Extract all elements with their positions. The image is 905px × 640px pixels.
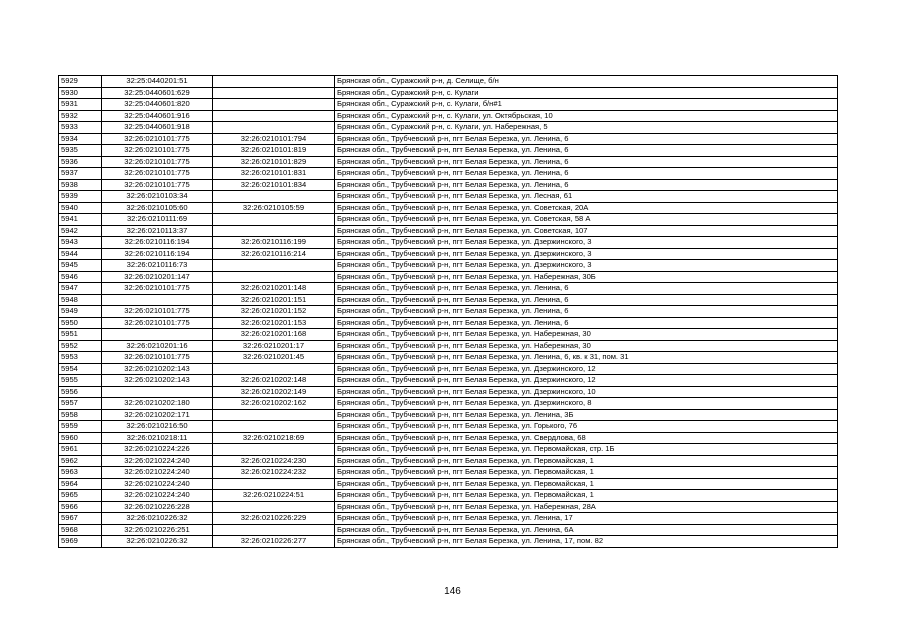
cadastral-number-cell: 32:26:0210224:240 — [102, 490, 213, 502]
sub-object-number-cell: 32:26:0210226:277 — [213, 536, 335, 548]
cadastral-number-cell: 32:26:0210218:11 — [102, 432, 213, 444]
sub-object-number-cell: 32:26:0210116:214 — [213, 248, 335, 260]
row-number-cell: 5947 — [59, 283, 102, 295]
row-number-cell: 5969 — [59, 536, 102, 548]
row-number-cell: 5958 — [59, 409, 102, 421]
sub-object-number-cell: 32:26:0210201:168 — [213, 329, 335, 341]
row-number-cell: 5942 — [59, 225, 102, 237]
row-number-cell: 5960 — [59, 432, 102, 444]
cadastral-number-cell: 32:26:0210202:143 — [102, 375, 213, 387]
table-row — [59, 432, 838, 444]
row-number-cell: 5951 — [59, 329, 102, 341]
cadastral-number-cell: 32:26:0210226:251 — [102, 524, 213, 536]
page-number: 146 — [444, 586, 461, 597]
sub-object-number-cell: 32:26:0210101:831 — [213, 168, 335, 180]
cadastral-number-cell: 32:26:0210201:147 — [102, 271, 213, 283]
row-number-cell: 5968 — [59, 524, 102, 536]
cadastral-number-cell: 32:26:0210101:775 — [102, 317, 213, 329]
table-row — [59, 455, 838, 467]
table-row — [59, 409, 838, 421]
row-number-cell: 5944 — [59, 248, 102, 260]
row-number-cell: 5946 — [59, 271, 102, 283]
address-cell: Брянская обл., Трубчевский р-н, пгт Белая Березка, ул. Набережная, 28А — [335, 501, 838, 513]
sub-object-number-cell: 32:26:0210202:162 — [213, 398, 335, 410]
sub-object-number-cell — [213, 421, 335, 433]
sub-object-number-cell: 32:26:0210201:152 — [213, 306, 335, 318]
address-cell: Брянская обл., Суражский р-н, с. Кулаги, б/н#1 — [335, 99, 838, 111]
cadastral-number-cell: 32:26:0210216:50 — [102, 421, 213, 433]
address-cell: Брянская обл., Трубчевский р-н, пгт Белая Березка, ул. Первомайская, стр. 1Б — [335, 444, 838, 456]
table-row — [59, 214, 838, 226]
cadastral-number-cell: 32:26:0210116:194 — [102, 248, 213, 260]
row-number-cell: 5938 — [59, 179, 102, 191]
cadastral-number-cell: 32:25:0440601:629 — [102, 87, 213, 99]
cadastral-number-cell: 32:26:0210111:69 — [102, 214, 213, 226]
address-cell: Брянская обл., Трубчевский р-н, пгт Белая Березка, ул. Набережная, 30 — [335, 340, 838, 352]
cadastral-number-cell: 32:26:0210116:73 — [102, 260, 213, 272]
address-cell: Брянская обл., Суражский р-н, с. Кулаги, ул. Октябрьская, 10 — [335, 110, 838, 122]
address-cell: Брянская обл., Трубчевский р-н, пгт Белая Березка, ул. Ленина, 3Б — [335, 409, 838, 421]
row-number-cell: 5930 — [59, 87, 102, 99]
sub-object-number-cell: 32:26:0210116:199 — [213, 237, 335, 249]
table-row — [59, 168, 838, 180]
row-number-cell: 5956 — [59, 386, 102, 398]
row-number-cell: 5929 — [59, 76, 102, 88]
table-row — [59, 145, 838, 157]
row-number-cell: 5963 — [59, 467, 102, 479]
address-cell: Брянская обл., Трубчевский р-н, пгт Белая Березка, ул. Ленина, 6 — [335, 294, 838, 306]
address-cell: Брянская обл., Трубчевский р-н, пгт Белая Березка, ул. Лесная, 61 — [335, 191, 838, 203]
cadastral-number-cell: 32:26:0210202:180 — [102, 398, 213, 410]
address-cell: Брянская обл., Трубчевский р-н, пгт Белая Березка, ул. Ленина, 6 — [335, 168, 838, 180]
sub-object-number-cell: 32:26:0210202:148 — [213, 375, 335, 387]
cadastral-number-cell: 32:26:0210101:775 — [102, 156, 213, 168]
address-cell: Брянская обл., Трубчевский р-н, пгт Белая Березка, ул. Ленина, 17, пом. 82 — [335, 536, 838, 548]
address-cell: Брянская обл., Трубчевский р-н, пгт Белая Березка, ул. Ленина, 6, кв. к 31, пом. 31 — [335, 352, 838, 364]
row-number-cell: 5948 — [59, 294, 102, 306]
table-row — [59, 122, 838, 134]
row-number-cell: 5966 — [59, 501, 102, 513]
table-row — [59, 294, 838, 306]
table-row — [59, 225, 838, 237]
table-row — [59, 352, 838, 364]
sub-object-number-cell: 32:26:0210105:59 — [213, 202, 335, 214]
cadastral-number-cell: 32:26:0210101:775 — [102, 179, 213, 191]
address-cell: Брянская обл., Трубчевский р-н, пгт Белая Березка, ул. Ленина, 17 — [335, 513, 838, 525]
row-number-cell: 5932 — [59, 110, 102, 122]
row-number-cell: 5964 — [59, 478, 102, 490]
sub-object-number-cell — [213, 110, 335, 122]
cadastral-number-cell: 32:26:0210101:775 — [102, 133, 213, 145]
sub-object-number-cell — [213, 122, 335, 134]
address-cell: Брянская обл., Трубчевский р-н, пгт Белая Березка, ул. Ленина, 6 — [335, 317, 838, 329]
row-number-cell: 5950 — [59, 317, 102, 329]
table-body — [59, 76, 838, 548]
table-row — [59, 110, 838, 122]
address-cell: Брянская обл., Трубчевский р-н, пгт Белая Березка, ул. Советская, 20А — [335, 202, 838, 214]
cadastral-number-cell: 32:26:0210101:775 — [102, 283, 213, 295]
table-row — [59, 386, 838, 398]
address-cell: Брянская обл., Трубчевский р-н, пгт Белая Березка, ул. Первомайская, 1 — [335, 490, 838, 502]
row-number-cell: 5959 — [59, 421, 102, 433]
table-row — [59, 478, 838, 490]
row-number-cell: 5954 — [59, 363, 102, 375]
row-number-cell: 5941 — [59, 214, 102, 226]
cadastral-number-cell: 32:26:0210224:240 — [102, 455, 213, 467]
row-number-cell: 5945 — [59, 260, 102, 272]
sub-object-number-cell: 32:26:0210101:834 — [213, 179, 335, 191]
cadastral-number-cell: 32:26:0210101:775 — [102, 168, 213, 180]
cadastral-number-cell: 32:26:0210101:775 — [102, 306, 213, 318]
table-row — [59, 156, 838, 168]
row-number-cell: 5935 — [59, 145, 102, 157]
table-row — [59, 375, 838, 387]
address-cell: Брянская обл., Трубчевский р-н, пгт Белая Березка, ул. Дзержинского, 3 — [335, 260, 838, 272]
address-cell: Брянская обл., Трубчевский р-н, пгт Белая Березка, ул. Дзержинского, 12 — [335, 375, 838, 387]
cadastral-number-cell: 32:26:0210105:60 — [102, 202, 213, 214]
sub-object-number-cell — [213, 524, 335, 536]
row-number-cell: 5961 — [59, 444, 102, 456]
property-registry-table — [58, 75, 838, 548]
address-cell: Брянская обл., Трубчевский р-н, пгт Белая Березка, ул. Первомайская, 1 — [335, 467, 838, 479]
cadastral-number-cell: 32:25:0440601:916 — [102, 110, 213, 122]
row-number-cell: 5943 — [59, 237, 102, 249]
cadastral-number-cell: 32:26:0210224:226 — [102, 444, 213, 456]
table-row — [59, 76, 838, 88]
address-cell: Брянская обл., Трубчевский р-н, пгт Белая Березка, ул. Дзержинского, 8 — [335, 398, 838, 410]
sub-object-number-cell: 32:26:0210224:232 — [213, 467, 335, 479]
address-cell: Брянская обл., Трубчевский р-н, пгт Белая Березка, ул. Ленина, 6 — [335, 156, 838, 168]
cadastral-number-cell: 32:26:0210224:240 — [102, 478, 213, 490]
sub-object-number-cell: 32:26:0210218:69 — [213, 432, 335, 444]
table-row — [59, 87, 838, 99]
table-row — [59, 283, 838, 295]
sub-object-number-cell — [213, 501, 335, 513]
cadastral-number-cell: 32:26:0210101:775 — [102, 352, 213, 364]
row-number-cell: 5937 — [59, 168, 102, 180]
cadastral-number-cell: 32:25:0440201:51 — [102, 76, 213, 88]
table-row — [59, 444, 838, 456]
table-row — [59, 202, 838, 214]
table-row — [59, 248, 838, 260]
cadastral-number-cell — [102, 386, 213, 398]
cadastral-number-cell — [102, 329, 213, 341]
address-cell: Брянская обл., Суражский р-н, с. Кулаги, ул. Набережная, 5 — [335, 122, 838, 134]
sub-object-number-cell — [213, 214, 335, 226]
cadastral-number-cell: 32:26:0210202:171 — [102, 409, 213, 421]
table-row — [59, 133, 838, 145]
sub-object-number-cell: 32:26:0210201:153 — [213, 317, 335, 329]
row-number-cell: 5957 — [59, 398, 102, 410]
sub-object-number-cell — [213, 444, 335, 456]
row-number-cell: 5936 — [59, 156, 102, 168]
sub-object-number-cell: 32:26:0210201:151 — [213, 294, 335, 306]
sub-object-number-cell — [213, 225, 335, 237]
table-row — [59, 271, 838, 283]
cadastral-number-cell: 32:26:0210116:194 — [102, 237, 213, 249]
cadastral-number-cell — [102, 294, 213, 306]
sub-object-number-cell: 32:26:0210202:149 — [213, 386, 335, 398]
table-row — [59, 317, 838, 329]
address-cell: Брянская обл., Трубчевский р-н, пгт Белая Березка, ул. Первомайская, 1 — [335, 478, 838, 490]
table-row — [59, 536, 838, 548]
address-cell: Брянская обл., Суражский р-н, с. Кулаги — [335, 87, 838, 99]
address-cell: Брянская обл., Трубчевский р-н, пгт Белая Березка, ул. Первомайская, 1 — [335, 455, 838, 467]
table-row — [59, 99, 838, 111]
row-number-cell: 5949 — [59, 306, 102, 318]
table-row — [59, 340, 838, 352]
address-cell: Брянская обл., Трубчевский р-н, пгт Белая Березка, ул. Набережная, 30Б — [335, 271, 838, 283]
cadastral-number-cell: 32:26:0210101:775 — [102, 145, 213, 157]
address-cell: Брянская обл., Трубчевский р-н, пгт Белая Березка, ул. Дзержинского, 3 — [335, 237, 838, 249]
table-row — [59, 421, 838, 433]
table-row — [59, 306, 838, 318]
sub-object-number-cell: 32:26:0210101:819 — [213, 145, 335, 157]
sub-object-number-cell — [213, 409, 335, 421]
sub-object-number-cell: 32:26:0210201:45 — [213, 352, 335, 364]
cadastral-number-cell: 32:26:0210226:32 — [102, 513, 213, 525]
address-cell: Брянская обл., Трубчевский р-н, пгт Белая Березка, ул. Ленина, 6 — [335, 179, 838, 191]
row-number-cell: 5940 — [59, 202, 102, 214]
cadastral-number-cell: 32:26:0210103:34 — [102, 191, 213, 203]
sub-object-number-cell — [213, 271, 335, 283]
address-cell: Брянская обл., Трубчевский р-н, пгт Белая Березка, ул. Горького, 76 — [335, 421, 838, 433]
table-row — [59, 191, 838, 203]
sub-object-number-cell — [213, 87, 335, 99]
sub-object-number-cell: 32:26:0210224:51 — [213, 490, 335, 502]
sub-object-number-cell: 32:26:0210101:794 — [213, 133, 335, 145]
sub-object-number-cell — [213, 99, 335, 111]
row-number-cell: 5953 — [59, 352, 102, 364]
sub-object-number-cell — [213, 191, 335, 203]
sub-object-number-cell: 32:26:0210224:230 — [213, 455, 335, 467]
row-number-cell: 5962 — [59, 455, 102, 467]
row-number-cell: 5955 — [59, 375, 102, 387]
row-number-cell: 5967 — [59, 513, 102, 525]
row-number-cell: 5939 — [59, 191, 102, 203]
row-number-cell: 5933 — [59, 122, 102, 134]
row-number-cell: 5934 — [59, 133, 102, 145]
table-row — [59, 501, 838, 513]
address-cell: Брянская обл., Трубчевский р-н, пгт Белая Березка, ул. Ленина, 6 — [335, 133, 838, 145]
table-row — [59, 490, 838, 502]
address-cell: Брянская обл., Суражский р-н, д. Селище, б/н — [335, 76, 838, 88]
address-cell: Брянская обл., Трубчевский р-н, пгт Белая Березка, ул. Дзержинского, 3 — [335, 248, 838, 260]
sub-object-number-cell: 32:26:0210101:829 — [213, 156, 335, 168]
table-row — [59, 363, 838, 375]
sub-object-number-cell: 32:26:0210201:17 — [213, 340, 335, 352]
table-row — [59, 513, 838, 525]
cadastral-number-cell: 32:26:0210224:240 — [102, 467, 213, 479]
table-row — [59, 179, 838, 191]
address-cell: Брянская обл., Трубчевский р-н, пгт Белая Березка, ул. Свердлова, 68 — [335, 432, 838, 444]
sub-object-number-cell — [213, 363, 335, 375]
address-cell: Брянская обл., Трубчевский р-н, пгт Белая Березка, ул. Советская, 58 А — [335, 214, 838, 226]
cadastral-number-cell: 32:25:0440601:820 — [102, 99, 213, 111]
cadastral-number-cell: 32:26:0210201:16 — [102, 340, 213, 352]
sub-object-number-cell — [213, 260, 335, 272]
table-row — [59, 260, 838, 272]
sub-object-number-cell: 32:26:0210201:148 — [213, 283, 335, 295]
table-row — [59, 467, 838, 479]
address-cell: Брянская обл., Трубчевский р-н, пгт Белая Березка, ул. Советская, 107 — [335, 225, 838, 237]
row-number-cell: 5931 — [59, 99, 102, 111]
address-cell: Брянская обл., Трубчевский р-н, пгт Белая Березка, ул. Ленина, 6 — [335, 283, 838, 295]
cadastral-number-cell: 32:26:0210113:37 — [102, 225, 213, 237]
address-cell: Брянская обл., Трубчевский р-н, пгт Белая Березка, ул. Дзержинского, 10 — [335, 386, 838, 398]
address-cell: Брянская обл., Трубчевский р-н, пгт Белая Березка, ул. Ленина, 6А — [335, 524, 838, 536]
address-cell: Брянская обл., Трубчевский р-н, пгт Белая Березка, ул. Ленина, 6 — [335, 306, 838, 318]
address-cell: Брянская обл., Трубчевский р-н, пгт Белая Березка, ул. Набережная, 30 — [335, 329, 838, 341]
table-row — [59, 329, 838, 341]
table-row — [59, 524, 838, 536]
sub-object-number-cell — [213, 478, 335, 490]
address-cell: Брянская обл., Трубчевский р-н, пгт Белая Березка, ул. Ленина, 6 — [335, 145, 838, 157]
sub-object-number-cell: 32:26:0210226:229 — [213, 513, 335, 525]
cadastral-number-cell: 32:26:0210226:32 — [102, 536, 213, 548]
cadastral-number-cell: 32:25:0440601:918 — [102, 122, 213, 134]
row-number-cell: 5952 — [59, 340, 102, 352]
cadastral-number-cell: 32:26:0210202:143 — [102, 363, 213, 375]
sub-object-number-cell — [213, 76, 335, 88]
table-row — [59, 398, 838, 410]
cadastral-number-cell: 32:26:0210226:228 — [102, 501, 213, 513]
address-cell: Брянская обл., Трубчевский р-н, пгт Белая Березка, ул. Дзержинского, 12 — [335, 363, 838, 375]
table-row — [59, 237, 838, 249]
row-number-cell: 5965 — [59, 490, 102, 502]
